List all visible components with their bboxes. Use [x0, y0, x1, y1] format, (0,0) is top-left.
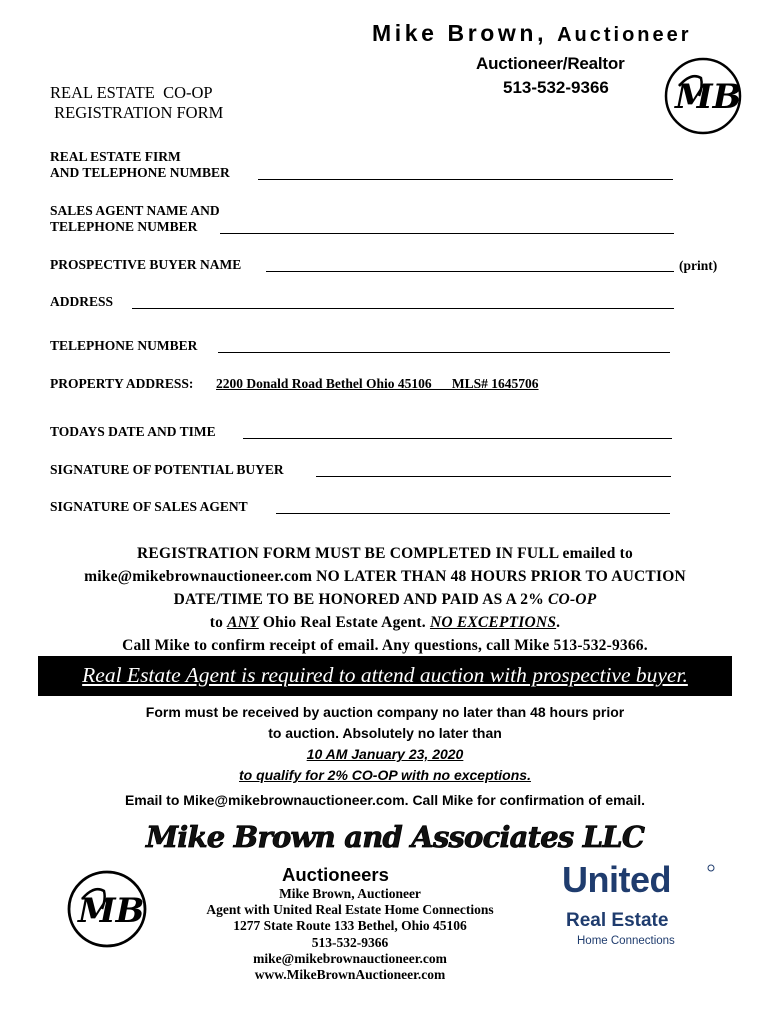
contact-info	[150, 886, 550, 983]
contact-address: 1277 State Route 133 Bethel, Ohio 45106	[233, 918, 467, 934]
mb-logo-text: MB	[675, 77, 742, 117]
notice-line3	[20, 588, 750, 611]
mb-logo-icon	[663, 56, 743, 136]
united-logo-word: United	[562, 859, 671, 900]
registration-notice	[20, 542, 750, 657]
notice-line4-period: .	[556, 614, 561, 631]
agent-signature-input-line[interactable]	[276, 513, 670, 514]
email-confirmation-line: Email to Mike@mikebrownauctioneer.com. Call Mike for confirmation of email.	[124, 792, 646, 808]
contact-name: Mike Brown, Auctioneer	[279, 886, 421, 901]
notice-coop-text: CO-OP	[548, 591, 597, 608]
deadline-block	[20, 702, 750, 786]
auctioneer-phone: 513-532-9366	[503, 78, 609, 97]
date-time-label: TODAYS DATE AND TIME	[50, 424, 216, 439]
attendance-banner-text: Real Estate Agent is required to attend auction with prospective buyer.	[82, 663, 688, 687]
telephone-label: TELEPHONE NUMBER	[50, 338, 198, 353]
buyer-name-input-line[interactable]	[266, 271, 674, 272]
notice-line4	[20, 611, 750, 634]
agent-input-line[interactable]	[220, 233, 674, 234]
telephone-input-line[interactable]	[218, 352, 670, 353]
contact-agency: Agent with United Real Estate Home Connections	[206, 902, 494, 918]
firm-label	[50, 149, 230, 181]
agent-label-line1: SALES AGENT NAME AND	[50, 203, 220, 218]
mb-logo-footer-icon	[66, 869, 148, 949]
home-connections-logo-word: Home Connections	[577, 935, 675, 947]
property-address-label: PROPERTY ADDRESS:	[50, 376, 194, 391]
date-time-input-line[interactable]	[243, 438, 672, 439]
address-label: ADDRESS	[50, 294, 114, 309]
contact-email: mike@mikebrownauctioneer.com	[253, 950, 447, 966]
form-title	[50, 83, 223, 123]
notice-line4-to: to	[209, 614, 224, 631]
buyer-signature-label: SIGNATURE OF POTENTIAL BUYER	[50, 462, 284, 477]
agent-signature-label: SIGNATURE OF SALES AGENT	[50, 499, 248, 514]
firm-input-line[interactable]	[258, 179, 673, 180]
united-real-estate-logo	[560, 858, 720, 948]
deadline-date: 10 AM January 23, 2020	[306, 746, 464, 762]
real-estate-logo-word: Real Estate	[566, 910, 669, 931]
deadline-qualify: to qualify for 2% CO-OP with no exceptions.	[239, 767, 531, 783]
notice-no-exceptions: NO EXCEPTIONS	[429, 614, 557, 631]
notice-line1: REGISTRATION FORM MUST BE COMPLETED IN FULL emailed to	[137, 545, 633, 562]
notice-line4-text: Ohio Real Estate Agent.	[262, 614, 426, 631]
buyer-signature-input-line[interactable]	[316, 476, 671, 477]
auctioneer-name-main: Mike Brown,	[372, 20, 548, 46]
notice-line2: mike@mikebrownauctioneer.com NO LATER THAN 48 HOURS PRIOR TO AUCTION	[84, 568, 686, 585]
firm-label-line1: REAL ESTATE FIRM	[50, 149, 181, 164]
deadline-line1: Form must be received by auction company no later than 48 hours prior	[145, 704, 625, 720]
firm-label-line2: AND TELEPHONE NUMBER	[50, 165, 230, 180]
address-input-line[interactable]	[132, 308, 674, 309]
auctioneer-name-suffix: Auctioneer	[557, 24, 692, 46]
property-address-value: 2200 Donald Road Bethel Ohio 45106 MLS# 1645706	[216, 376, 539, 391]
auctioneer-role: Auctioneer/Realtor	[476, 54, 625, 73]
company-name: Mike Brown and Associates LLC	[146, 820, 645, 854]
contact-phone: 513-532-9366	[311, 934, 389, 950]
form-title-line2: REGISTRATION FORM	[50, 103, 224, 122]
notice-any-text: ANY	[227, 614, 259, 631]
notice-line5: Call Mike to confirm receipt of email. Any questions, call Mike 513-532-9366.	[122, 637, 648, 654]
attendance-banner	[38, 656, 732, 696]
mb-logo-footer-text: MB	[78, 891, 145, 931]
auctioneer-name	[372, 20, 692, 47]
print-note: (print)	[679, 258, 718, 273]
auctioneers-heading: Auctioneers	[282, 864, 389, 885]
buyer-name-label: PROSPECTIVE BUYER NAME	[50, 257, 242, 272]
notice-line3-text: DATE/TIME TO BE HONORED AND PAID AS A 2%	[173, 591, 544, 608]
agent-label	[50, 203, 220, 235]
deadline-line2: to auction. Absolutely no later than	[268, 725, 502, 741]
form-title-line1: REAL ESTATE CO-OP	[50, 83, 213, 102]
agent-label-line2: TELEPHONE NUMBER	[50, 219, 198, 234]
contact-website: www.MikeBrownAuctioneer.com	[254, 967, 446, 983]
